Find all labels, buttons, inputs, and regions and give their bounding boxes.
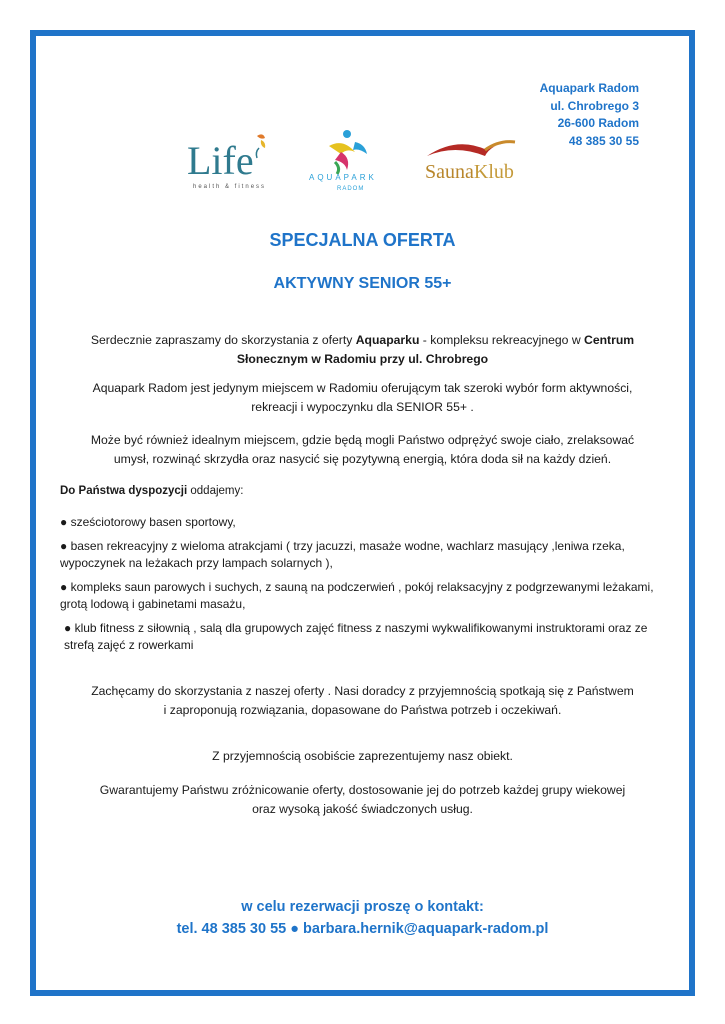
saunaklub-logo bbox=[423, 134, 523, 184]
aquapark-radom-logo bbox=[307, 128, 389, 196]
relax-paragraph bbox=[60, 431, 665, 468]
description-line-1: Aquapark Radom jest jedynym miejscem w Radomiu oferującym tak szeroki wybór form aktywności, bbox=[92, 381, 633, 395]
disposal-heading bbox=[60, 485, 243, 497]
description-line-2: rekreacji i wypoczynku dla SENIOR 55+ . bbox=[251, 399, 474, 414]
aquapark-logo-text: AQUAPARK bbox=[309, 173, 377, 182]
aquapark-logo-sub: RADOM bbox=[337, 186, 365, 192]
contact-details[interactable]: tel. 48 385 30 55 ● barbara.hernik@aquapark-radom.pl bbox=[176, 921, 549, 937]
contact-heading: w celu rezerwacji proszę o kontakt: bbox=[241, 899, 484, 915]
offer-subtitle: AKTYWNY SENIOR 55+ bbox=[273, 275, 452, 292]
intro-text-1: Serdecznie zapraszamy do skorzystania z oferty bbox=[90, 333, 356, 347]
guarantee-line-1: Gwarantujemy Państwu zróżnicowanie oferty, dostosowanie jej do potrzeb każdej grupy wiekowej bbox=[99, 783, 626, 797]
list-item: ● sześciotorowy basen sportowy, bbox=[60, 515, 236, 529]
list-item: ● klub fitness z siłownią , salą dla grupowych zajęć fitness z naszymi wykwalifikowanymi instruktorami oraz ze strefą zajęć z rowerkami bbox=[64, 621, 648, 652]
aquapark-description bbox=[60, 379, 665, 416]
life-logo-tagline: health & fitness bbox=[193, 184, 267, 190]
address-name: Aquapark Radom bbox=[539, 81, 639, 95]
guarantee-paragraph bbox=[60, 781, 665, 818]
sauna-logo-text-a: Sauna bbox=[425, 161, 474, 183]
list-item: ● basen rekreacyjny z wieloma atrakcjami ( trzy jacuzzi, masaże wodne, wachlarz masujący ,leniwa rzeka, wypoczynek na leżakach przy lampach solarnych ), bbox=[60, 539, 625, 570]
address-street: ul. Chrobrego 3 bbox=[550, 98, 639, 113]
encourage-line-2: i zaproponują rozwiązania, dopasowane do Państwa potrzeb i oczekiwań. bbox=[163, 702, 562, 717]
svg-text:SaunaKlub bbox=[425, 161, 514, 183]
encourage-paragraph bbox=[60, 682, 665, 719]
present-paragraph: Z przyjemnością osobiście zaprezentujemy nasz obiekt. bbox=[212, 749, 513, 763]
life-logo-text: Life bbox=[187, 138, 254, 183]
life-fitness-logo bbox=[185, 128, 275, 196]
relax-line-1: Może być również idealnym miejscem, gdzie będą mogli Państwo odprężyć swoje ciało, zrelaksować bbox=[90, 433, 635, 447]
guarantee-line-2: oraz wysoką jakość świadczonych usług. bbox=[252, 801, 473, 816]
intro-bold-2: Centrum Słonecznym w Radomiu przy ul. Chrobrego bbox=[236, 333, 635, 366]
sauna-logo-text-b: Klub bbox=[473, 161, 514, 183]
address-city: 26-600 Radom bbox=[557, 116, 639, 130]
intro-paragraph bbox=[60, 331, 665, 368]
intro-text-2: - kompleksu rekreacyjnego w bbox=[419, 333, 585, 347]
encourage-line-1: Zachęcamy do skorzystania z naszej oferty . Nasi doradcy z przyjemnością spotkają się z Państwem bbox=[91, 684, 634, 698]
address-phone: 48 385 30 55 bbox=[568, 133, 639, 148]
address-block bbox=[540, 80, 639, 150]
relax-line-2: umysł, rozwinąć skrzydła oraz nasycić się pozytywną energią, która doda sił na każdy dzień. bbox=[113, 451, 612, 466]
amenities-list bbox=[60, 514, 660, 661]
logo-row bbox=[185, 128, 530, 198]
disposal-bold: Do Państwa dyspozycji bbox=[60, 485, 188, 497]
list-item: ● kompleks saun parowych i suchych, z sauną na podczerwień , pokój relaksacyjny z podgrzewanymi leżakami, grotą lodową i gabinetami masażu, bbox=[60, 580, 654, 611]
offer-title: SPECJALNA OFERTA bbox=[269, 230, 456, 250]
disposal-rest: oddajemy: bbox=[187, 485, 244, 497]
intro-bold-1: Aquaparku bbox=[355, 333, 420, 347]
